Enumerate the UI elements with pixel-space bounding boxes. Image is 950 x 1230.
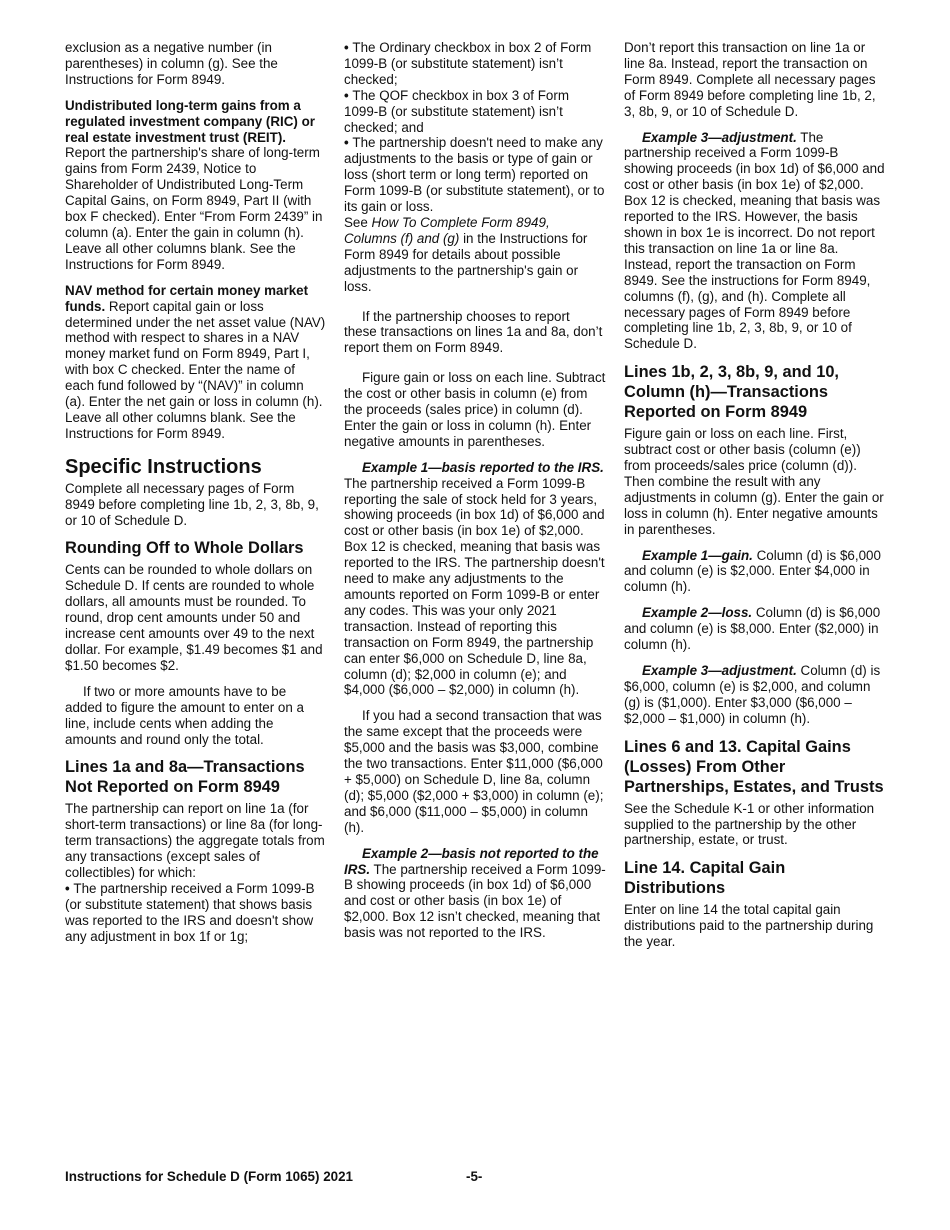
paragraph-specific-instructions: Complete all necessary pages of Form 8949 before completing line 1b, 2, 3, 8b, 9, or 10 of Schedule D. [65,480,319,528]
undistributed-lead: Undistributed long-term gains from a regulated investment company (RIC) or real estate investment trust (REIT). [65,97,316,145]
column-1 [65,40,327,945]
example-loss-title: Example 2—loss. [642,605,753,621]
paragraph-exclusion: exclusion as a negative number (in parentheses) in column (g). See the Instructions for Form 8949. [65,40,278,87]
example-adjustment-title: Example 3—adjustment. [642,663,797,678]
paragraph-example-loss [624,605,886,653]
paragraph-line-14: Enter on line 14 the total capital gain distributions paid to the partnership during the year. [624,902,874,950]
bullet-list-1a [65,881,327,945]
see-pre: See [344,214,372,230]
undistributed-body: Report the partnership's share of long-term gains from Form 2439, Notice to Shareholder of Undistributed Long-Term Capital Gains, on Form 8949, Part II (with box F checked). Enter “From Form 2439” in column (a). Enter the gain in column (h). Leave all other columns blank. See the Instructions for Form 8949. [65,145,323,272]
example-loss-body: Column (d) is $6,000 and column (e) is $8,000. Enter ($2,000) in column (h). [624,605,881,653]
heading-rounding: Rounding Off to Whole Dollars [65,539,304,558]
paragraph-second-transaction: If you had a second transaction that was the same except that the proceeds were $5,000 and the basis was $3,000, combine the two transactions. Enter $11,000 ($6,000 + $5,000) on Schedule D, line 8a, column (d); $5,000 ($2,000 + $3,000) in column (e); and $6,000 ($11,000 – $5,000) in column (h). [344,708,604,835]
paragraph-example-gain [624,548,886,596]
see-post: in the Instructions for Form 8949 for details about possible adjustments to the partnership's gain or loss. [344,230,588,294]
paragraph-example-3 [624,130,886,353]
example-1-title: Example 1—basis reported to the IRS. [362,459,604,475]
example-gain-title: Example 1—gain. [642,547,753,563]
paragraph-continued: Don’t report this transaction on line 1a or line 8a. Instead, report the transaction on Form 8949. Complete all necessary pages of Form 8949 before completing line 1b, 2, 3, 8b, 9, or 10 of Schedule D. [624,40,876,119]
heading-lines-6-13: Lines 6 and 13. Capital Gains (Losses) From Other Partnerships, Estates, and Trusts [624,737,884,796]
bullet-item: • The partnership received a Form 1099-B (or substitute statement) that shows basis was reported to the IRS and doesn't show any adjustment in box 1f or 1g; [65,881,327,945]
heading-line-14: Line 14. Capital Gain Distributions [624,859,786,898]
page-number: -5- [466,1169,483,1184]
footer-title: Instructions for Schedule D (Form 1065) 2021 [65,1169,353,1184]
paragraph-rounding-2: If two or more amounts have to be added to figure the amount to enter on a line, include cents when adding the amounts and round only the total. [65,683,304,747]
example-1-body: The partnership received a Form 1099-B reporting the sale of stock held for 3 years, showing proceeds (in box 1d) of $6,000 and cost or other basis (in box 1e) of $2,000. Box 12 is checked, meaning that basis was reported to the IRS. The partnership doesn't need to make any adjustments to the amounts reported on Form 1099-B or enter any codes. This was your only 2021 transaction. Instead of reporting this transaction on Form 8949, the partnership can enter $6,000 on Schedule D, line 8a, column (d); $2,000 in column (e); and $4,000 ($6,000 – $2,000) in column (h). [344,475,605,698]
paragraph-rounding: Cents can be rounded to whole dollars on Schedule D. If cents are rounded to whole dollars, all amounts must be rounded. To round, drop cent amounts under 50 and increase cent amounts over 49 to the next dollar. For example, $1.49 becomes $1 and $1.50 becomes $2. [65,562,323,673]
column-2 [344,40,606,951]
example-3-title: Example 3—adjustment. [642,129,797,145]
bullet-list-conditions [344,40,606,215]
example-2-body: The partnership received a Form 1099-B showing proceeds (in box 1d) of $6,000 and cost or other basis (in box 1e) of $2,000. Box 12 isn’t checked, meaning that basis was not reported to the IRS. [344,861,606,941]
heading-lines-1a-8a: Lines 1a and 8a—Transactions Not Reported on Form 8949 [65,758,305,797]
example-2-title: Example 2—basis not reported to the IRS. [344,845,599,877]
paragraph-lines-1a-8a: The partnership can report on line 1a (for short-term transactions) or line 8a (for long-term transactions) the aggregate totals from any transactions (except sales of collectibles) for which: [65,801,325,881]
paragraph-undistributed-gains [65,98,327,273]
paragraph-see-how-to [344,215,606,295]
paragraph-nav-method [65,283,327,442]
paragraph-lines-6-13: See the Schedule K-1 or other information supplied to the partnership by the other partnership, estate, or trust. [624,800,875,848]
nav-lead: NAV method for certain money market funds. [65,282,309,314]
column-3 [624,40,886,960]
heading-specific-instructions: Specific Instructions [65,455,262,478]
example-gain-body: Column (d) is $6,000 and column (e) is $2,000. Enter $4,000 in column (h). [624,547,881,595]
paragraph-example-adjustment [624,663,886,727]
see-reference: How To Complete Form 8949, Columns (f) and (g) [344,214,550,246]
example-adjustment-body: Column (d) is $6,000, column (e) is $2,000, and column (g) is ($1,000). Enter $3,000 ($6,000 – $2,000 – $1,000) in column (h). [624,663,881,726]
paragraph-choose: If the partnership chooses to report these transactions on lines 1a and 8a, don’t report them on Form 8949. [344,308,603,356]
paragraph-lines-1b: Figure gain or loss on each line. First, subtract cost or other basis (column (e)) from proceeds/sales price (column (d)). Then combine the result with any adjustments in column (g). Enter the gain or loss in column (h). Enter negative amounts in parentheses. [624,426,884,537]
heading-lines-1b: Lines 1b, 2, 3, 8b, 9, and 10, Column (h)—Transactions Reported on Form 8949 [624,363,839,422]
paragraph-example-2 [344,846,606,941]
bullet-item: • The Ordinary checkbox in box 2 of Form 1099-B (or substitute statement) isn’t checked; [344,40,606,88]
bullet-item: • The QOF checkbox in box 3 of Form 1099-B (or substitute statement) isn’t checked; and [344,88,606,136]
paragraph-figure: Figure gain or loss on each line. Subtract the cost or other basis in column (e) from the proceeds (sales price) in column (d). Enter the gain or loss in column (h). Enter negative amounts in parentheses. [344,370,606,449]
nav-body: Report capital gain or loss determined under the net asset value (NAV) method with respect to shares in a NAV money market fund on Form 8949, Part I, with box C checked. Enter the name of each fund followed by “(NAV)” in column (a). Enter the net gain or loss in column (h). Leave all other columns blank. See the Instructions for Form 8949. [65,298,326,441]
bullet-item: • The partnership doesn't need to make any adjustments to the basis or type of gain or loss (short term or long term) reported on Form 1099-B (or substitute statement), or to its gain or loss. [344,135,606,215]
example-3-body: The partnership received a Form 1099-B showing proceeds (in box 1d) of $6,000 and cost or other basis (in box 1e) of $2,000. Box 12 is checked, meaning that basis was reported to the IRS. However, the basis shown in box 1e is incorrect. Do not report this transaction on line 1a or line 8a. Instead, report the transaction on Form 8949. See the instructions for Form 8949, columns (f), (g), and (h). Complete all necessary pages of Form 8949 before completing line 1b, 2, 3, 8b, 9, or 10 of Schedule D. [624,129,885,352]
paragraph-example-1 [344,460,606,699]
